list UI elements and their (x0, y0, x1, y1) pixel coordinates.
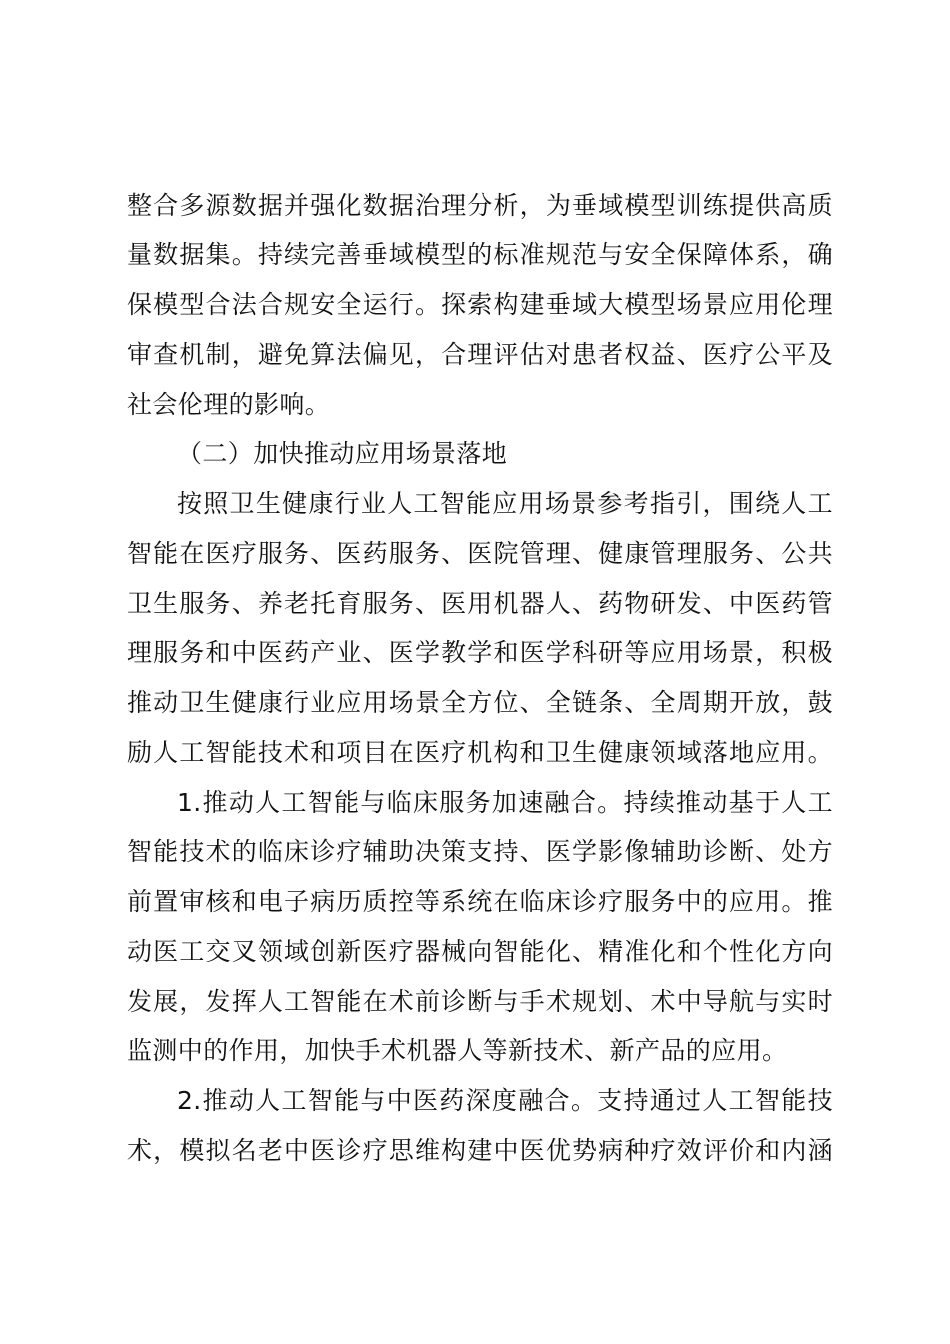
paragraph-line: 理服务和中医药产业、医学教学和医学科研等应用场景，积极 (127, 638, 833, 667)
paragraph-line: 智能技术的临床诊疗辅助决策支持、医学影像辅助诊断、处方 (127, 837, 833, 866)
paragraph-line: 动医工交叉领域创新医疗器械向智能化、精准化和个性化方向 (127, 937, 833, 966)
paragraph-line: 审查机制，避免算法偏见，合理评估对患者权益、医疗公平及 (127, 340, 833, 369)
paragraph-line: 1.推动人工智能与临床服务加速融合。持续推动基于人工 (177, 788, 833, 817)
paragraph-line: 保模型合法合规安全运行。探索构建垂域大模型场景应用伦理 (127, 290, 833, 319)
paragraph-line: 术，模拟名老中医诊疗思维构建中医优势病种疗效评价和内涵 (127, 1136, 833, 1165)
paragraph-line: 卫生服务、养老托育服务、医用机器人、药物研发、中医药管 (127, 589, 833, 618)
paragraph-line: 前置审核和电子病历质控等系统在临床诊疗服务中的应用。推 (127, 887, 833, 916)
paragraph-line: 社会伦理的影响。 (127, 390, 331, 419)
paragraph-line: 2.推动人工智能与中医药深度融合。支持通过人工智能技 (177, 1086, 833, 1115)
paragraph-line: 整合多源数据并强化数据治理分析，为垂域模型训练提供高质 (127, 191, 833, 220)
paragraph-line: 按照卫生健康行业人工智能应用场景参考指引，围绕人工 (177, 489, 833, 518)
paragraph-line: 智能在医疗服务、医药服务、医院管理、健康管理服务、公共 (127, 539, 833, 568)
section-heading: （二）加快推动应用场景落地 (177, 439, 508, 468)
paragraph-line: 监测中的作用，加快手术机器人等新技术、新产品的应用。 (127, 1036, 788, 1065)
paragraph-line: 量数据集。持续完善垂域模型的标准规范与安全保障体系，确 (127, 240, 833, 269)
paragraph-line: 励人工智能技术和项目在医疗机构和卫生健康领域落地应用。 (127, 738, 833, 767)
paragraph-line: 推动卫生健康行业应用场景全方位、全链条、全周期开放，鼓 (127, 688, 833, 717)
paragraph-line: 发展，发挥人工智能在术前诊断与手术规划、术中导航与实时 (127, 987, 833, 1016)
